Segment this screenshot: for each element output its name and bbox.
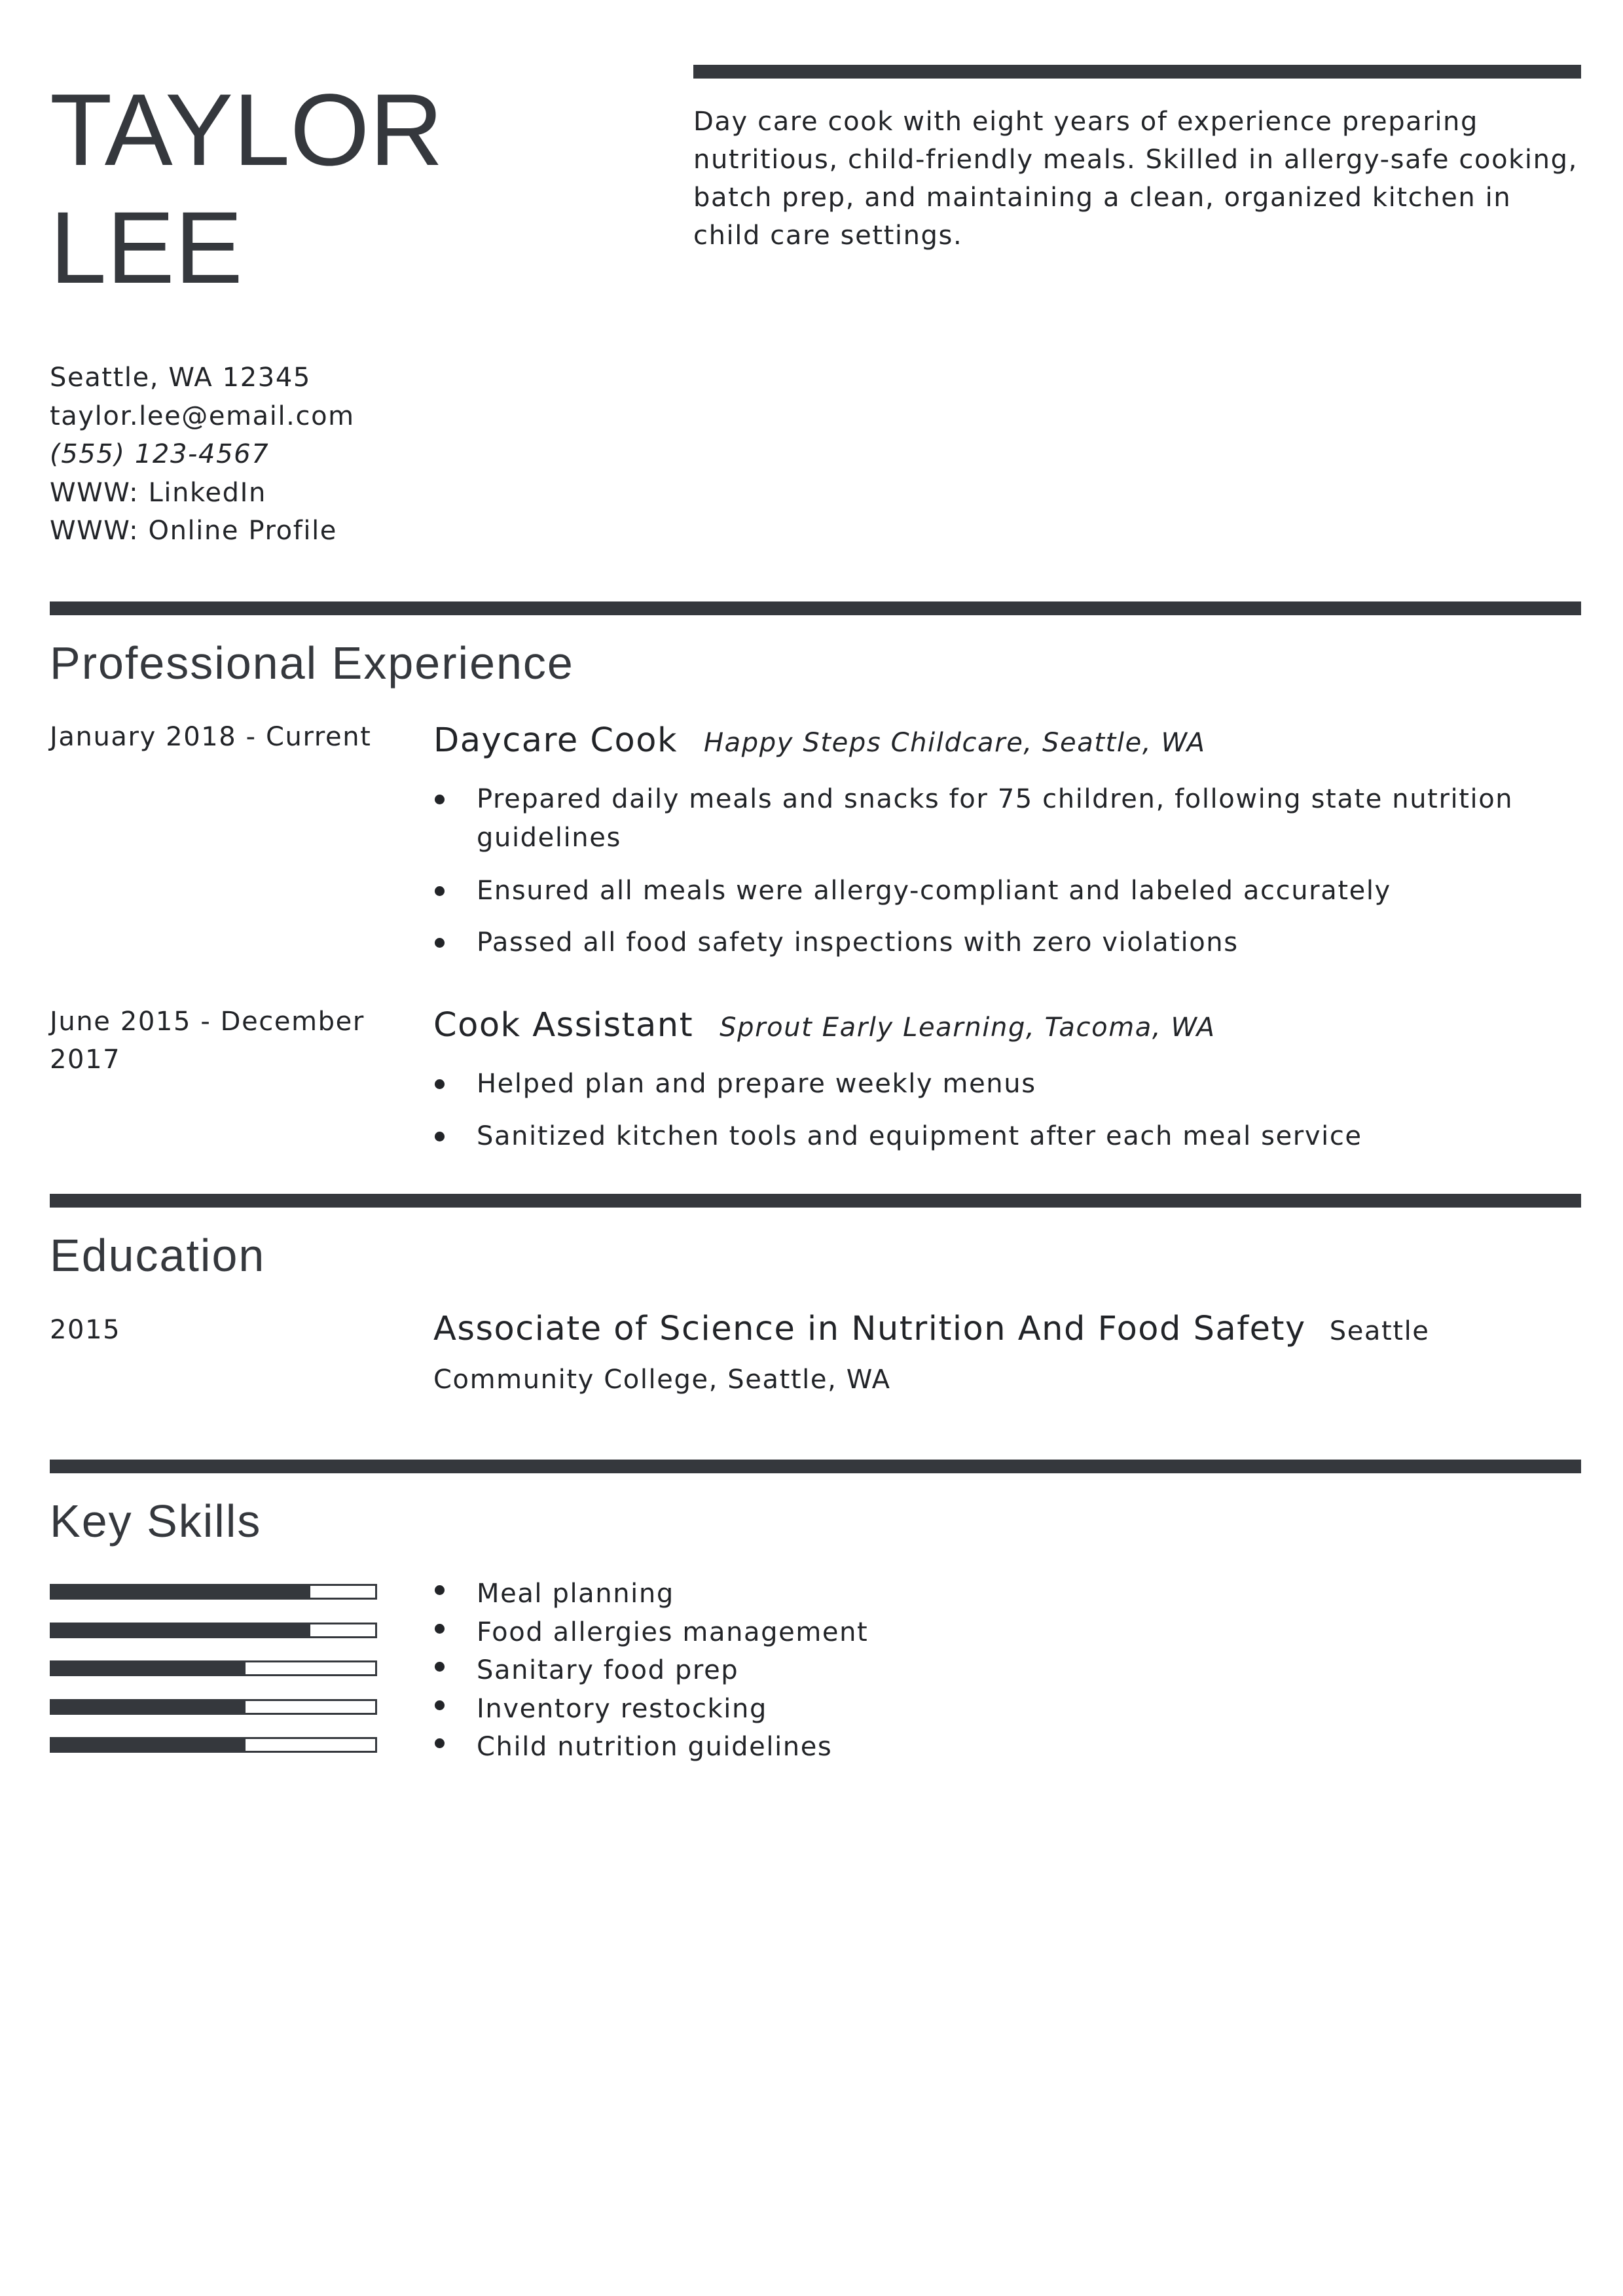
skill-level-bar bbox=[50, 1584, 377, 1600]
skill-level-fill bbox=[52, 1701, 246, 1713]
experience-heading: Professional Experience bbox=[50, 637, 574, 689]
summary-divider bbox=[693, 65, 1581, 79]
job-company: Happy Steps Childcare, Seattle, WA bbox=[703, 728, 1206, 758]
contact-address: Seattle, WA 12345 bbox=[50, 363, 311, 393]
skill-level-fill bbox=[52, 1624, 310, 1636]
skill-level-bar bbox=[50, 1660, 377, 1676]
contact-linkedin-link[interactable]: WWW: LinkedIn bbox=[50, 477, 266, 508]
job-bullets bbox=[433, 780, 1586, 962]
job-bullet: Prepared daily meals and snacks for 75 children, following state nutrition guidelines bbox=[433, 780, 1586, 857]
job-bullet: Passed all food safety inspections with zero violations bbox=[433, 924, 1586, 962]
education-entry bbox=[433, 1305, 1586, 1404]
skills-divider bbox=[50, 1460, 1581, 1473]
experience-divider bbox=[50, 601, 1581, 615]
job-dates: January 2018 - Current bbox=[50, 722, 372, 752]
skill-item: Meal planning bbox=[433, 1575, 1546, 1613]
contact-phone[interactable]: (555) 123-4567 bbox=[50, 439, 270, 469]
skill-level-fill bbox=[52, 1586, 310, 1598]
job-title: Daycare Cook bbox=[433, 721, 678, 760]
job-company: Sprout Early Learning, Tacoma, WA bbox=[720, 1013, 1216, 1043]
education-year: 2015 bbox=[50, 1315, 121, 1345]
contact-email[interactable]: taylor.lee@email.com bbox=[50, 401, 355, 431]
skill-item: Sanitary food prep bbox=[433, 1651, 1546, 1690]
skill-item: Food allergies management bbox=[433, 1613, 1546, 1652]
job-dates: June 2015 - December 2017 bbox=[50, 1007, 365, 1075]
job-bullet: Sanitized kitchen tools and equipment after each meal service bbox=[433, 1117, 1586, 1156]
education-degree: Associate of Science in Nutrition And Food Safety bbox=[433, 1310, 1306, 1348]
job-bullet: Helped plan and prepare weekly menus bbox=[433, 1065, 1586, 1103]
job-header bbox=[433, 1006, 1216, 1045]
skill-item: Inventory restocking bbox=[433, 1690, 1546, 1729]
skill-level-bar bbox=[50, 1699, 377, 1715]
last-name: LEE bbox=[50, 191, 243, 305]
job-title: Cook Assistant bbox=[433, 1006, 694, 1045]
skill-level-fill bbox=[52, 1662, 246, 1674]
skill-item: Child nutrition guidelines bbox=[433, 1728, 1546, 1767]
skill-level-bar bbox=[50, 1737, 377, 1753]
summary-text: Day care cook with eight years of experience preparing nutritious, child-friendly meals. Skilled in allergy-safe cooking, batch prep, and maintaining a clean, organized kitchen in child care settings. bbox=[693, 107, 1578, 251]
education-school: Seattle Community College, Seattle, WA bbox=[433, 1316, 1430, 1395]
job-bullet: Ensured all meals were allergy-compliant and labeled accurately bbox=[433, 872, 1586, 910]
skills-heading: Key Skills bbox=[50, 1496, 262, 1547]
education-divider bbox=[50, 1194, 1581, 1208]
job-bullets bbox=[433, 1065, 1586, 1156]
job-header bbox=[433, 721, 1206, 760]
contact-block bbox=[50, 359, 355, 550]
skills-list bbox=[433, 1575, 1546, 1767]
education-heading: Education bbox=[50, 1230, 266, 1281]
skill-level-fill bbox=[52, 1739, 246, 1751]
first-name: TAYLOR bbox=[50, 73, 443, 187]
skill-level-bar bbox=[50, 1623, 377, 1638]
contact-profile-link[interactable]: WWW: Online Profile bbox=[50, 516, 338, 546]
